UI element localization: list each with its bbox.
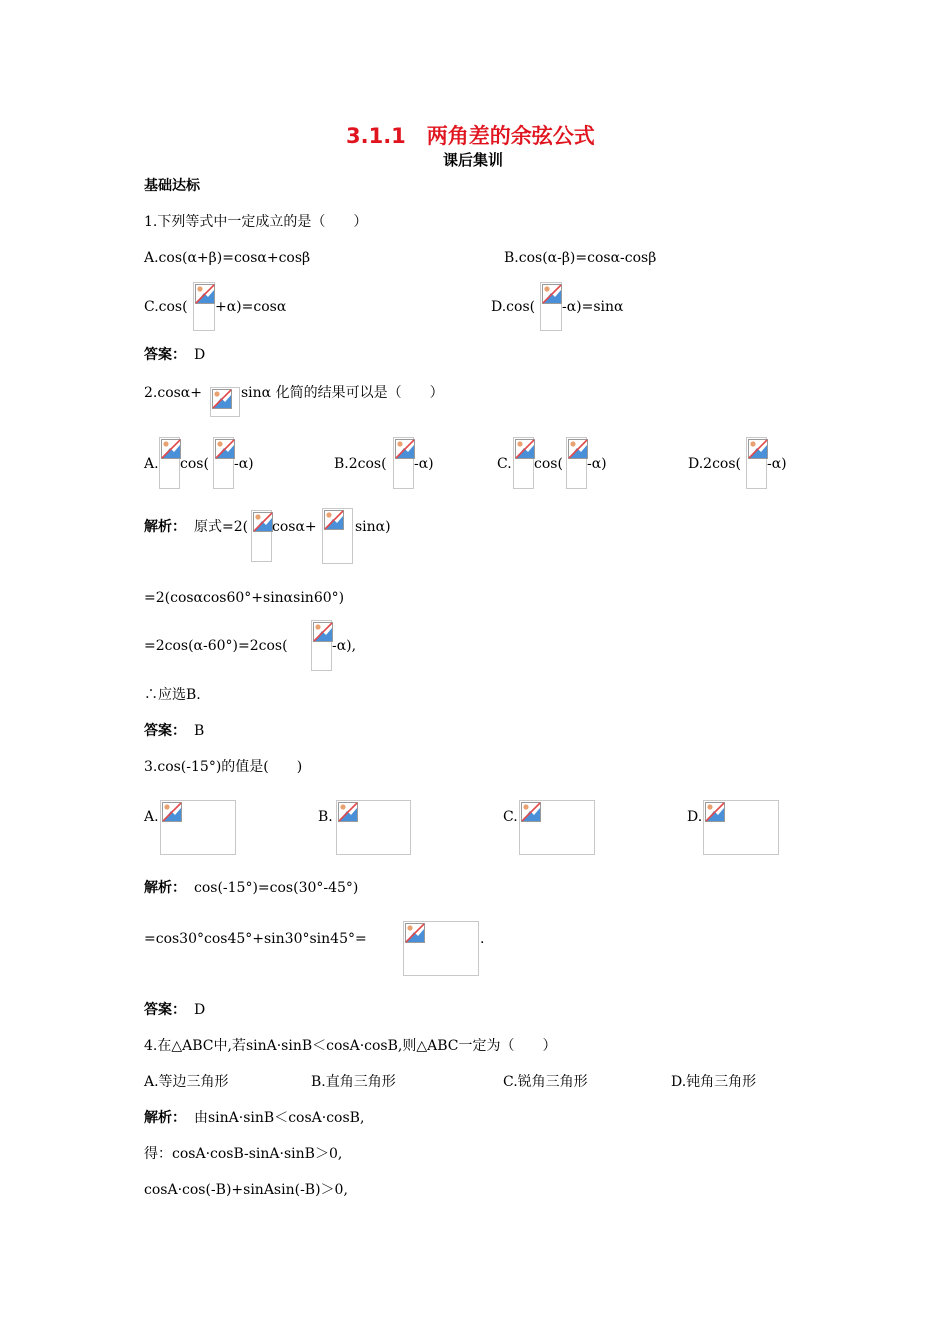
q2-c-formula-image-1 (513, 437, 534, 489)
broken-image-icon (215, 439, 235, 459)
broken-image-icon (395, 439, 415, 459)
broken-image-icon (521, 802, 541, 822)
q1-option-b: B.cos(α-β)=cosα-cosβ (504, 250, 657, 266)
q2-solution-line3-prefix: =2cos(α-60°)=2cos( (144, 638, 288, 654)
section-heading: 基础达标 (144, 178, 200, 194)
q4-solution-line2: 得：cosA·cosB-sinA·sinB＞0, (144, 1146, 343, 1162)
q2-answer: B (194, 723, 205, 739)
q2-solution-formula-image-2 (322, 508, 353, 564)
q2-solution-line1-suffix: sinα) (355, 519, 391, 535)
q2-option-d-prefix: D.2cos( (688, 456, 741, 472)
page-subtitle: 课后集训 (443, 151, 504, 169)
q4-option-c: C.锐角三角形 (503, 1074, 588, 1090)
q3-answer: D (194, 1002, 206, 1018)
q2-solution-line1-prefix: 原式=2( (194, 519, 249, 535)
q3-d-formula-image (703, 800, 779, 855)
page-title: 3.1.1 两角差的余弦公式 (346, 124, 595, 148)
question-3-stem: 3.cos(-15°)的值是( ) (144, 759, 303, 775)
q2-solution-line3-suffix: -α), (332, 638, 357, 654)
broken-image-icon (705, 802, 725, 822)
q1-answer: D (194, 347, 206, 363)
q2-stem-formula-image (210, 387, 240, 417)
q2-b-formula-image (393, 437, 414, 489)
q3-b-formula-image (336, 800, 411, 855)
q2-option-c-suffix: -α) (587, 456, 607, 472)
q1-d-formula-image (540, 282, 562, 331)
q1-option-d-suffix: -α)=sinα (562, 299, 624, 315)
broken-image-icon (338, 802, 358, 822)
q3-option-d: D. (687, 809, 703, 825)
q1-option-c-prefix: C.cos( (144, 299, 188, 315)
q2-option-d-suffix: -α) (767, 456, 787, 472)
q3-c-formula-image (519, 800, 595, 855)
q4-solution-line1: 由sinA·sinB＜cosA·cosB, (194, 1110, 365, 1126)
q2-c-formula-image-2 (566, 437, 587, 489)
broken-image-icon (748, 439, 768, 459)
q4-option-d: D.钝角三角形 (671, 1074, 757, 1090)
q2-solution-label: 解析： (144, 519, 186, 535)
q3-answer-label: 答案： (144, 1002, 186, 1018)
q2-solution-formula-image-1 (251, 510, 272, 562)
q2-option-a-prefix: A. (144, 456, 159, 472)
q4-option-a: A.等边三角形 (144, 1074, 229, 1090)
q3-solution-line1: cos(-15°)=cos(30°-45°) (194, 880, 359, 896)
question-1-stem: 1.下列等式中一定成立的是（ ） (144, 214, 368, 230)
q2-solution-line2: =2(cosαcos60°+sinαsin60°) (144, 590, 345, 606)
q2-d-formula-image (746, 437, 767, 489)
q2-option-b-suffix: -α) (414, 456, 434, 472)
broken-image-icon (324, 510, 344, 530)
q2-solution-line4: ∴应选B. (144, 687, 201, 703)
q3-solution-label: 解析： (144, 880, 186, 896)
q2-option-a-mid: cos( (180, 456, 209, 472)
broken-image-icon (515, 439, 535, 459)
q2-solution-formula-image-3 (311, 620, 332, 671)
broken-image-icon (542, 284, 562, 304)
q1-answer-label: 答案： (144, 347, 186, 363)
question-4-stem: 4.在△ABC中,若sinA·sinB＜cosA·cosB,则△ABC一定为（ ） (144, 1038, 557, 1054)
broken-image-icon (161, 439, 181, 459)
q3-option-c: C. (503, 809, 518, 825)
broken-image-icon (313, 622, 333, 642)
q1-c-formula-image (193, 282, 215, 331)
q3-solution-formula-image (403, 921, 479, 976)
q1-option-a: A.cos(α+β)=cosα+cosβ (144, 250, 311, 266)
q3-option-a: A. (144, 809, 159, 825)
broken-image-icon (253, 512, 273, 532)
q2-option-b-prefix: B.2cos( (334, 456, 387, 472)
q2-a-formula-image-1 (159, 437, 180, 489)
broken-image-icon (212, 389, 232, 409)
q4-solution-line3: cosA·cos(-B)+sinAsin(-B)＞0, (144, 1182, 348, 1198)
q2-option-c-mid: cos( (534, 456, 563, 472)
q4-option-b: B.直角三角形 (311, 1074, 396, 1090)
q3-solution-line2-prefix: =cos30°cos45°+sin30°sin45°= (144, 931, 367, 947)
q2-solution-line1-mid: cosα+ (272, 519, 317, 535)
q1-option-c-suffix: +α)=cosα (215, 299, 287, 315)
q3-solution-line2-suffix: . (480, 931, 485, 947)
question-2-stem-prefix: 2.cosα+ (144, 385, 202, 401)
q2-option-c-prefix: C. (497, 456, 512, 472)
q2-a-formula-image-2 (213, 437, 234, 489)
q2-answer-label: 答案： (144, 723, 186, 739)
broken-image-icon (568, 439, 588, 459)
broken-image-icon (162, 802, 182, 822)
q2-option-a-suffix: -α) (234, 456, 254, 472)
q1-option-d-prefix: D.cos( (491, 299, 536, 315)
broken-image-icon (195, 284, 215, 304)
question-2-stem-suffix: sinα 化简的结果可以是（ ） (241, 385, 444, 401)
broken-image-icon (405, 923, 425, 943)
q3-option-b: B. (318, 809, 333, 825)
q3-a-formula-image (160, 800, 236, 855)
q4-solution-label: 解析： (144, 1110, 186, 1126)
